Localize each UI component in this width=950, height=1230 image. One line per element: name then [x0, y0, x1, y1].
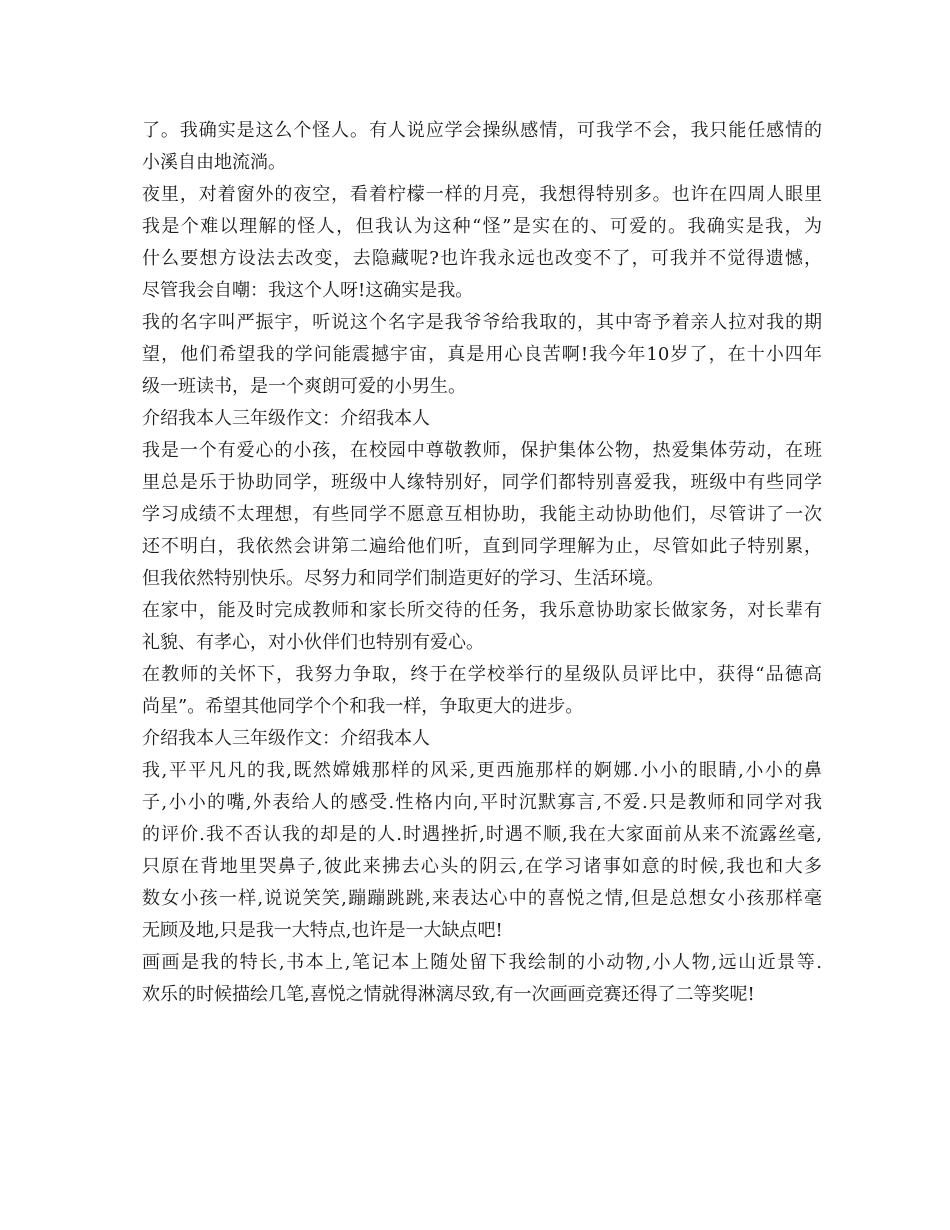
text-line: 的评价.我不否认我的却是的人.时遇挫折,时遇不顺,我在大家面前从来不流露丝毫,	[142, 824, 822, 845]
text-line: 画画是我的特长,书本上,笔记本上随处留下我绘制的小动物,小人物,远山近景等.	[142, 952, 822, 973]
text-line: 了。我确实是这么个怪人。有人说应学会操纵感情，可我学不会，我只能任感情的	[142, 120, 822, 141]
text-line: 子,小小的嘴,外表给人的感受.性格内向,平时沉默寡言,不爱.只是教师和同学对我	[142, 792, 822, 813]
text-line: 尽管我会自嘲：我这个人呀!这确实是我。	[142, 280, 474, 301]
text-line: 级一班读书，是一个爽朗可爱的小男生。	[142, 376, 466, 397]
text-line: 但我依然特别快乐。尽努力和同学们制造更好的学习、生活环境。	[142, 568, 664, 589]
text-line: 数女小孩一样,说说笑笑,蹦蹦跳跳,来表达心中的喜悦之情,但是总想女小孩那样毫	[142, 888, 822, 909]
text-line: 无顾及地,只是我一大特点,也许是一大缺点吧!	[142, 920, 503, 941]
text-line: 只原在背地里哭鼻子,彼此来拂去心头的阴云,在学习诸事如意的时候,我也和大多	[142, 856, 822, 877]
text-line: 我是个难以理解的怪人，但我认为这种“怪”是实在的、可爱的。我确实是我，为	[142, 216, 822, 237]
section-heading: 介绍我本人三年级作文：介绍我本人	[142, 408, 430, 429]
text-line: 在教师的关怀下，我努力争取，终于在学校举行的星级队员评比中，获得“品德高	[142, 664, 822, 685]
text-line: 在家中，能及时完成教师和家长所交待的任务，我乐意协助家长做家务，对长辈有	[142, 600, 822, 621]
text-line: 什么要想方设法去改变，去隐藏呢?也许我永远也改变不了，可我并不觉得遗憾，	[142, 248, 822, 269]
text-line: 望，他们希望我的学问能震撼宇宙，真是用心良苦啊!我今年10岁了，在十小四年	[142, 344, 822, 365]
text-line: 我,平平凡凡的我,既然嫦娥那样的风采,更西施那样的婀娜.小小的眼睛,小小的鼻	[142, 760, 822, 781]
section-heading: 介绍我本人三年级作文：介绍我本人	[142, 728, 430, 749]
text-line: 尚星”。希望其他同学个个和我一样，争取更大的进步。	[142, 696, 584, 717]
text-line: 还不明白，我依然会讲第二遍给他们听，直到同学理解为止，尽管如此子特别累，	[142, 536, 822, 557]
text-line: 礼貌、有孝心，对小伙伴们也特别有爱心。	[142, 632, 484, 653]
text-line: 我的名字叫严振宇，听说这个名字是我爷爷给我取的，其中寄予着亲人拉对我的期	[142, 312, 822, 333]
text-line: 欢乐的时候描绘几笔,喜悦之情就得淋漓尽致,有一次画画竞赛还得了二等奖呢!	[142, 984, 755, 1005]
text-line: 夜里，对着窗外的夜空，看着柠檬一样的月亮，我想得特别多。也许在四周人眼里	[142, 184, 822, 205]
text-line: 我是一个有爱心的小孩，在校园中尊敬教师，保护集体公物，热爱集体劳动，在班	[142, 440, 822, 461]
text-line: 里总是乐于协助同学，班级中人缘特别好，同学们都特别喜爱我，班级中有些同学	[142, 472, 822, 493]
document-body	[142, 115, 822, 1011]
text-line: 学习成绩不太理想，有些同学不愿意互相协助，我能主动协助他们，尽管讲了一次	[142, 504, 822, 525]
text-line: 小溪自由地流淌。	[142, 152, 286, 173]
